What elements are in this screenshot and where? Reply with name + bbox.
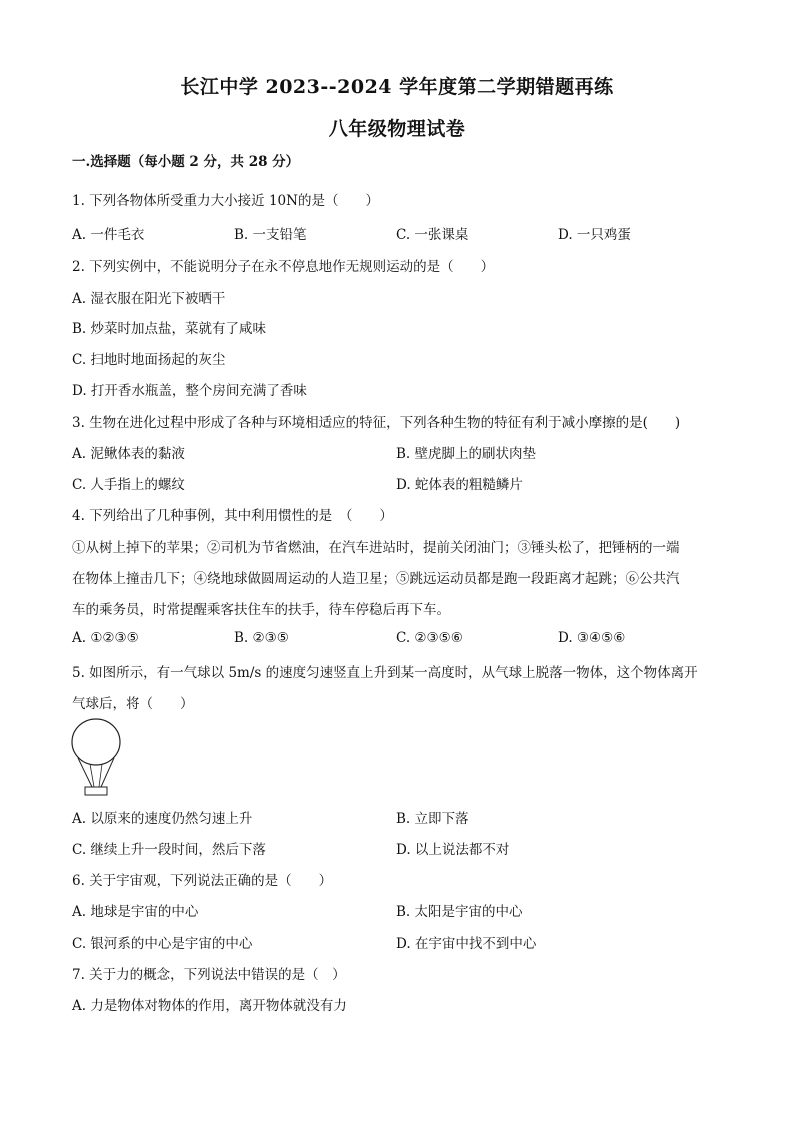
q5-option-c: C. 继续上升一段时间，然后下落 [72, 842, 266, 858]
q1-option-d: D. 一只鸡蛋 [558, 227, 631, 243]
q4-option-b: B. ②③⑤ [234, 630, 289, 646]
q4-option-a: A. ①②③⑤ [72, 630, 139, 646]
q5-option-b: B. 立即下落 [396, 811, 469, 827]
q3-option-b: B. 壁虎脚上的刷状肉垫 [396, 446, 537, 462]
q6-option-d: D. 在宇宙中找不到中心 [396, 936, 537, 952]
question-4-body-line: 车的乘务员，时常提醒乘客扶住车的扶手，待车停稳后再下车。 [72, 602, 450, 618]
q6-option-b: B. 太阳是宇宙的中心 [396, 904, 523, 920]
question-4-body-line: ①从树上掉下的苹果；②司机为节省燃油，在汽车进站时，提前关闭油门；③锤头松了，把锤柄的一端 [72, 540, 680, 556]
section-heading: 一.选择题（每小题 2 分，共 28 分） [72, 154, 300, 170]
q3-option-a: A. 泥鳅体表的黏液 [72, 446, 185, 462]
question-7-stem: 7. 关于力的概念，下列说法中错误的是（ ） [72, 967, 346, 983]
q1-option-a: A. 一件毛衣 [72, 227, 145, 243]
q3-option-c: C. 人手指上的螺纹 [72, 477, 185, 493]
question-6-stem: 6. 关于宇宙观，下列说法正确的是（ ） [72, 873, 333, 889]
page-title: 长江中学 2023--2024 学年度第二学期错题再练 [180, 76, 614, 98]
question-4-body-line: 在物体上撞击几下；④绕地球做圆周运动的人造卫星；⑤跳远运动员都是跑一段距离才起跳；⑥公共汽 [72, 571, 680, 587]
q2-option-a: A. 湿衣服在阳光下被晒干 [72, 291, 226, 307]
q1-option-c: C. 一张课桌 [396, 227, 469, 243]
q2-option-d: D. 打开香水瓶盖，整个房间充满了香味 [72, 383, 307, 399]
question-3-stem: 3. 生物在进化过程中形成了各种与环境相适应的特征，下列各种生物的特征有利于减小摩擦的是( ) [72, 415, 681, 431]
question-5-stem-cont: 气球后，将（ ） [72, 696, 194, 712]
q2-option-c: C. 扫地时地面扬起的灰尘 [72, 352, 226, 368]
q6-option-a: A. 地球是宇宙的中心 [72, 904, 199, 920]
q6-option-c: C. 银河系的中心是宇宙的中心 [72, 936, 253, 952]
question-2-stem: 2. 下列实例中，不能说明分子在永不停息地作无规则运动的是（ ） [72, 259, 495, 275]
q5-option-a: A. 以原来的速度仍然匀速上升 [72, 811, 253, 827]
question-5-stem: 5. 如图所示，有一气球以 5m/s 的速度匀速竖直上升到某一高度时，从气球上脱落一物体，这个物体离开 [72, 665, 698, 681]
q5-option-d: D. 以上说法都不对 [396, 842, 510, 858]
q2-option-b: B. 炒菜时加点盐，菜就有了咸味 [72, 321, 267, 337]
q7-option-a: A. 力是物体对物体的作用，离开物体就没有力 [72, 998, 347, 1014]
question-1-stem: 1. 下列各物体所受重力大小接近 10N的是（ ） [72, 193, 379, 209]
question-4-stem: 4. 下列给出了几种事例，其中利用惯性的是 （ ） [72, 508, 393, 524]
q3-option-d: D. 蛇体表的粗糙鳞片 [396, 477, 523, 493]
hot-air-balloon-figure [68, 718, 130, 798]
q1-option-b: B. 一支铅笔 [234, 227, 307, 243]
page-subtitle: 八年级物理试卷 [328, 118, 466, 140]
q4-option-c: C. ②③⑤⑥ [396, 630, 463, 646]
q4-option-d: D. ③④⑤⑥ [558, 630, 626, 646]
